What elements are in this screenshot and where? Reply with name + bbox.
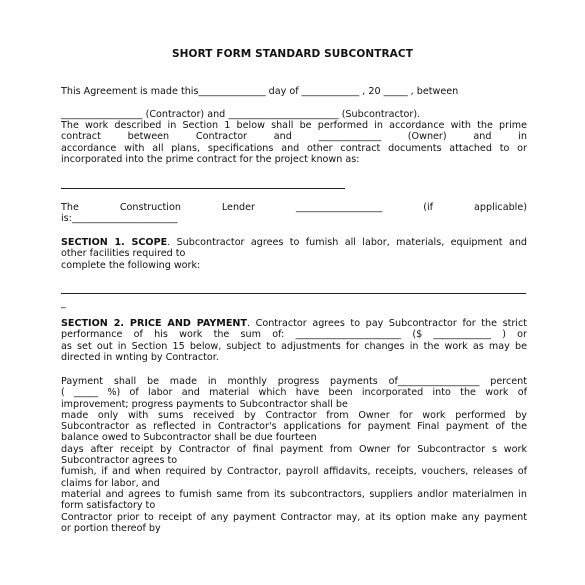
- payment-paragraph: [61, 376, 527, 534]
- section-1-text-line: complete the following work:: [61, 259, 201, 271]
- section-2-first-line: [61, 318, 527, 329]
- lender-is-line: is:______________________: [61, 213, 178, 224]
- section-2-heading: SECTION 2. PRICE AND PAYMENT: [61, 318, 247, 329]
- lender-word: Lender: [221, 202, 255, 213]
- payment-line: Contractor prior to receipt of any payment Contractor may, at its option make any payment: [61, 511, 527, 523]
- payment-line: improvement; progress payments to Subcontractor shall be: [61, 398, 348, 410]
- section-1-scope: [61, 237, 527, 271]
- payment-line: or portion thereof by: [61, 522, 161, 534]
- lender-word: (if: [423, 202, 434, 213]
- lender-line: [61, 202, 527, 213]
- lender-word: Construction: [119, 202, 181, 213]
- agreement-date-line: This Agreement is made this______________ day of ____________ , 20 _____ , between: [61, 86, 459, 97]
- scope-work-blank: [61, 293, 526, 294]
- section-1-text: . Subcontractor agrees to fumish all labor, materials, equipment and: [167, 237, 527, 248]
- section-2-text-line: as set out in Section 15 below, subject to adjustments for changes in the work as may be: [61, 340, 527, 352]
- payment-line: claims for labor, and: [61, 477, 160, 489]
- section-1-heading: SECTION 1. SCOPE: [61, 237, 168, 248]
- payment-line: Subcontractor as reflected in Contractor's applications for payment Final payment of the: [61, 421, 527, 433]
- section-2-price-payment: [61, 318, 527, 363]
- payment-line: material and agrees to fumish same from its subcontractors, suppliers andlor materialmen in: [61, 488, 527, 500]
- agreement-parties-line: _________________ (Contractor) and _______________________ (Subcontractor).: [61, 109, 421, 120]
- section-2-text: . Contractor agrees to pay Subcontractor for the strict: [246, 318, 527, 329]
- section-2-text-line: performance of his work the sum of: ______________________ ($ ____________ ) or: [61, 329, 527, 341]
- document-title: SHORT FORM STANDARD SUBCONTRACT: [172, 48, 413, 60]
- payment-line: Subcontractor agrees to: [61, 455, 178, 467]
- payment-line: ( _____ %) of labor and material which have been incorporated into the work of: [61, 387, 527, 399]
- lender-blank: __________________: [295, 202, 383, 213]
- payment-line: Payment shall be made in monthly progress payments of_________________ percent: [61, 376, 527, 387]
- agreement-text-line: accordance with all plans, specifications and other contract documents attached to or: [61, 142, 527, 154]
- agreement-paragraph: [61, 120, 527, 165]
- payment-line: balance owed to Subcontractor shall be due fourteen: [61, 432, 317, 444]
- lender-word: applicable): [474, 202, 527, 213]
- section-2-text-line: directed in wnting by Contractor.: [61, 351, 219, 363]
- payment-line: days after receipt by Contractor of final payment from Owner for Subcontractor s work: [61, 443, 527, 455]
- payment-line: made only with sums received by Contractor from Owner for work performed by: [61, 409, 527, 421]
- payment-line: fumish, if and when required by Contractor, payroll affidavits, receipts, vouchers, releases of: [61, 466, 527, 478]
- scope-dash: _: [61, 298, 66, 309]
- agreement-text-line: The work described in Section 1 below shall be performed in accordance with the prime: [61, 120, 527, 131]
- agreement-text-line: contract between Contractor and _____________ (Owner) and in: [61, 131, 527, 143]
- section-1-first-line: [61, 237, 527, 248]
- payment-line: form satisfactory to: [61, 500, 156, 512]
- lender-word: The: [61, 202, 79, 213]
- section-1-text-line: other facilities required to: [61, 248, 186, 260]
- agreement-text-line: incorporated into the prime contract for the project known as:: [61, 153, 360, 165]
- project-name-blank: [61, 188, 345, 189]
